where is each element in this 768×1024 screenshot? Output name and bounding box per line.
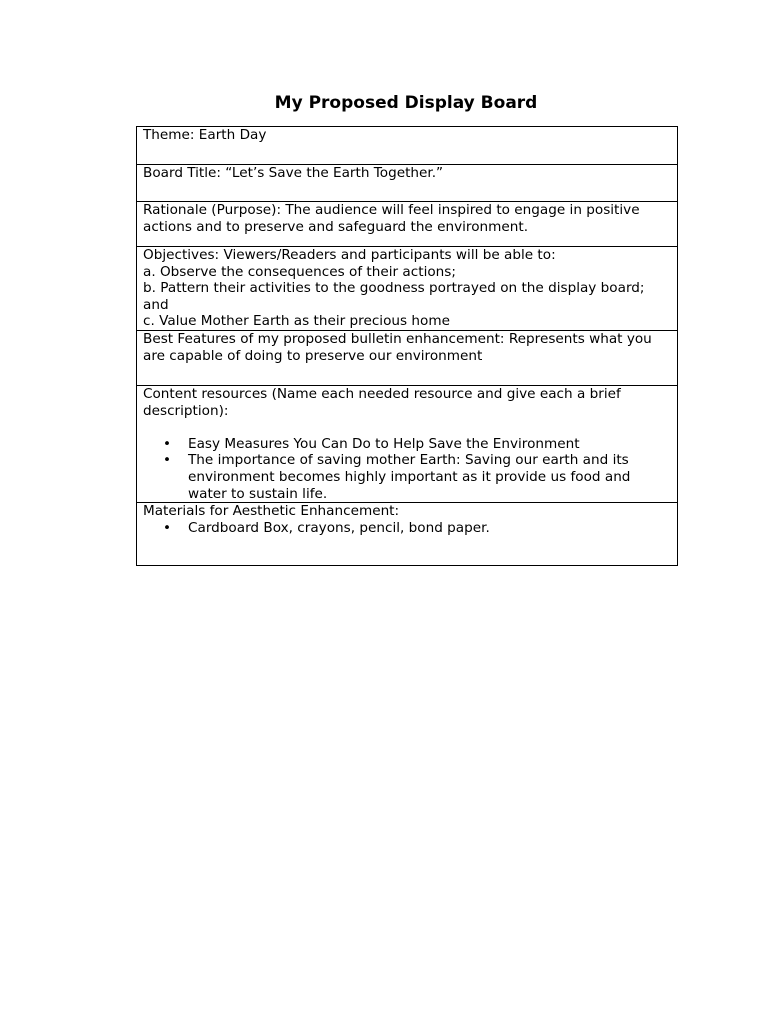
best-features-cell: Best Features of my proposed bulletin enhancement: Represents what you are capable of doing to preserve our environment <box>137 331 678 386</box>
bullet-icon: • <box>163 519 172 536</box>
display-board-table <box>136 126 678 566</box>
bullet-icon: • <box>163 452 172 469</box>
theme-cell: Theme: Earth Day <box>137 127 678 165</box>
table-row-best-features <box>137 331 678 386</box>
content-resources-list <box>143 436 671 502</box>
objectives-cell <box>137 247 678 331</box>
page-title: My Proposed Display Board <box>274 93 538 113</box>
resource-item-text: Easy Measures You Can Do to Help Save the Environment <box>188 435 580 452</box>
content-resources-cell <box>137 386 678 503</box>
table-row-objectives <box>137 247 678 331</box>
spacer <box>143 419 671 436</box>
board-title-cell: Board Title: “Let’s Save the Earth Together.” <box>137 165 678 202</box>
table-row-materials <box>137 503 678 566</box>
objective-a: a. Observe the consequences of their actions; <box>143 263 456 280</box>
table-row-content-resources <box>137 386 678 503</box>
materials-intro: Materials for Aesthetic Enhancement: <box>143 503 400 520</box>
table-row-theme <box>137 127 678 165</box>
rationale-cell: Rationale (Purpose): The audience will feel inspired to engage in positive actions and to preserve and safeguard the environment. <box>137 202 678 247</box>
content-resources-intro: Content resources (Name each needed resource and give each a brief description): <box>143 386 621 419</box>
objective-c: c. Value Mother Earth as their precious home <box>143 313 450 330</box>
material-item-text: Cardboard Box, crayons, pencil, bond paper. <box>188 519 490 536</box>
materials-cell <box>137 503 678 566</box>
resource-item-text: The importance of saving mother Earth: Saving our earth and its environment becomes highly important as it provide us food and water to sustain life. <box>188 452 631 502</box>
bullet-icon: • <box>163 435 172 452</box>
objectives-intro: Objectives: Viewers/Readers and participants will be able to: <box>143 247 556 263</box>
list-item <box>143 452 671 502</box>
objective-b: b. Pattern their activities to the goodness portrayed on the display board; and <box>143 280 645 313</box>
table-row-board-title <box>137 165 678 202</box>
materials-list <box>143 520 671 537</box>
table-row-rationale <box>137 202 678 247</box>
list-item <box>143 436 671 453</box>
list-item <box>143 520 671 537</box>
